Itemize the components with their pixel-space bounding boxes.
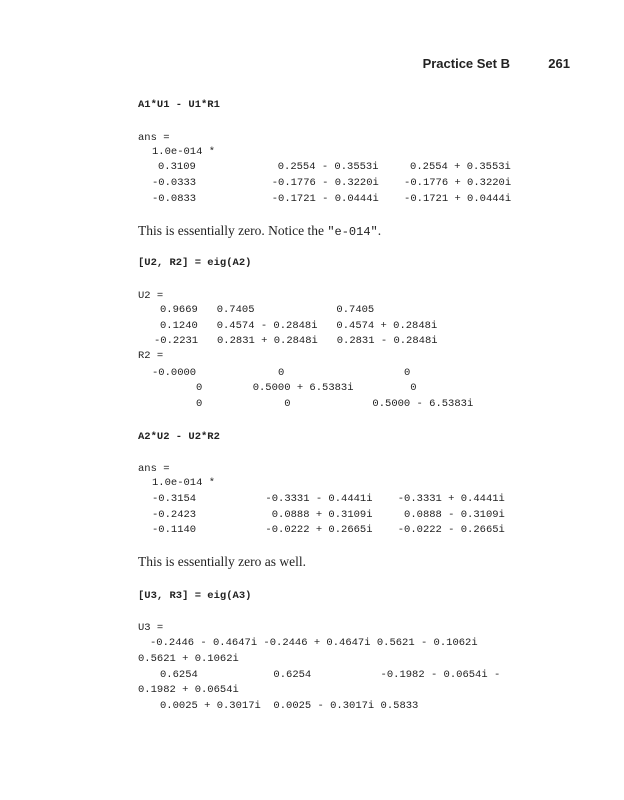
output-line: 0 0 0.5000 - 6.5383i	[196, 398, 474, 410]
page-number: 261	[548, 56, 570, 71]
output-line: U3 =	[138, 622, 164, 634]
output-line: 0.3109 0.2554 - 0.3553i 0.2554 + 0.3553i	[158, 161, 511, 173]
output-line: -0.2423 0.0888 + 0.3109i 0.0888 - 0.3109i	[152, 509, 505, 521]
output-line: 0.1982 + 0.0654i	[138, 684, 239, 696]
prose-paragraph	[138, 223, 381, 240]
output-line: 1.0e-014 *	[152, 477, 216, 489]
section-title: Practice Set B	[422, 56, 510, 71]
command-line: [U2, R2] = eig(A2)	[138, 257, 252, 269]
prose-paragraph	[138, 554, 306, 570]
output-line: -0.1140 -0.0222 + 0.2665i -0.0222 - 0.2665i	[152, 524, 505, 536]
output-line: 0.9669 0.7405 0.7405	[160, 304, 375, 316]
output-line: ans =	[138, 463, 170, 475]
output-line: 0 0.5000 + 6.5383i 0	[196, 382, 417, 394]
output-line: U2 =	[138, 290, 164, 302]
output-line: R2 =	[138, 350, 164, 362]
output-line: 0.6254 0.6254 -0.1982 - 0.0654i -	[160, 669, 501, 681]
command-line: A1*U1 - U1*R1	[138, 99, 220, 111]
prose-text: .	[377, 223, 382, 238]
running-header	[0, 56, 570, 74]
command-line: A2*U2 - U2*R2	[138, 431, 220, 443]
output-line: 0.5621 + 0.1062i	[138, 653, 239, 665]
output-line: -0.0833 -0.1721 - 0.0444i -0.1721 + 0.0444i	[152, 193, 512, 205]
output-line: -0.3154 -0.3331 - 0.4441i -0.3331 + 0.4441i	[152, 493, 505, 505]
prose-code: "e-014"	[327, 225, 378, 239]
output-line: -0.2231 0.2831 + 0.2848i 0.2831 - 0.2848i	[154, 335, 438, 347]
output-line: ans =	[138, 132, 170, 144]
output-line: 0.0025 + 0.3017i 0.0025 - 0.3017i 0.5833	[160, 700, 419, 712]
prose-text: This is essentially zero. Notice the	[138, 223, 328, 238]
prose-text: This is essentially zero as well.	[138, 554, 306, 569]
output-line: -0.0000 0 0	[152, 367, 411, 379]
command-line: [U3, R3] = eig(A3)	[138, 590, 252, 602]
output-line: 0.1240 0.4574 - 0.2848i 0.4574 + 0.2848i	[160, 320, 438, 332]
output-line: -0.2446 - 0.4647i -0.2446 + 0.4647i 0.5621 - 0.1062i	[150, 637, 478, 649]
output-line: -0.0333 -0.1776 - 0.3220i -0.1776 + 0.3220i	[152, 177, 512, 189]
output-line: 1.0e-014 *	[152, 146, 216, 158]
